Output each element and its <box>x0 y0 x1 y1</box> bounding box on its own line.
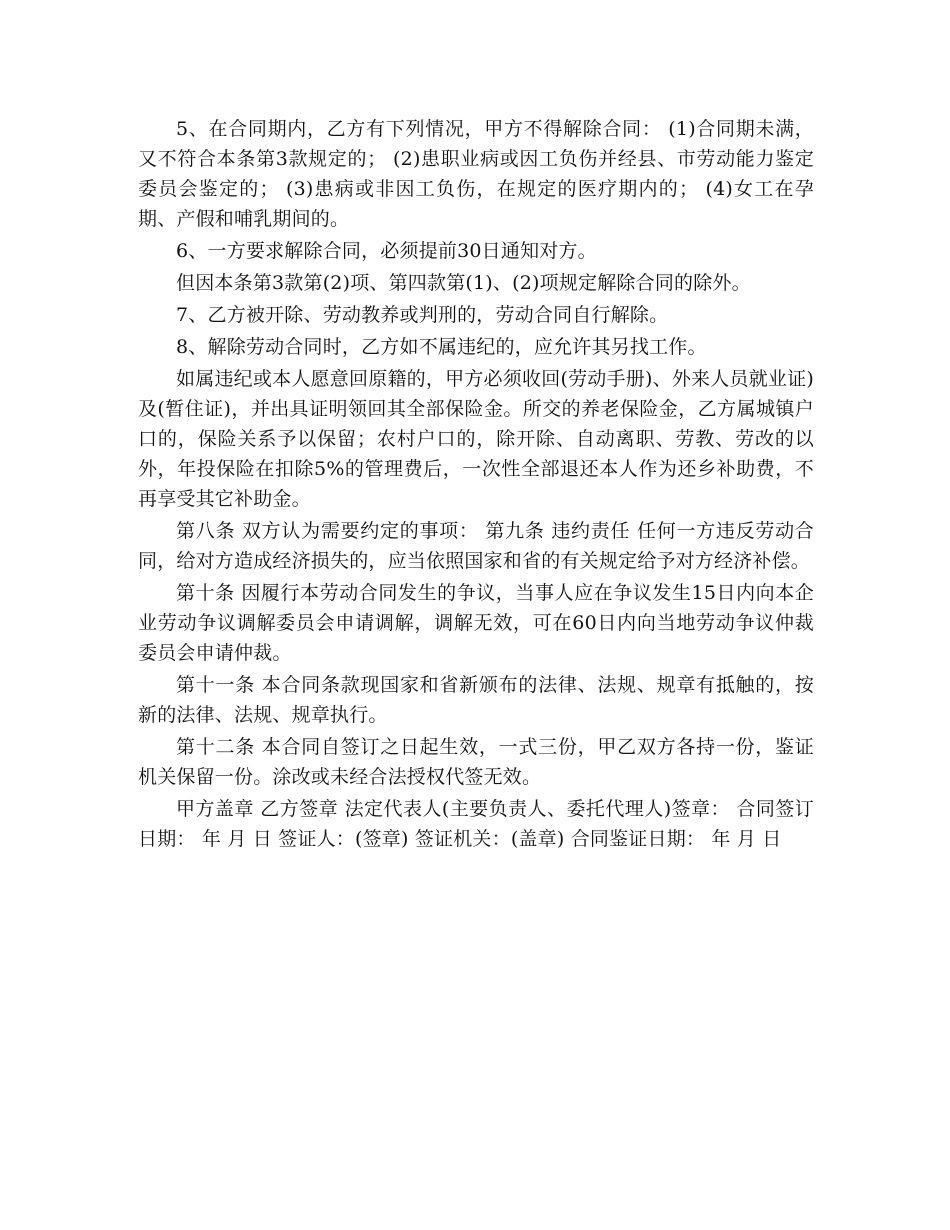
paragraph-clause-7: 7、乙方被开除、劳动教养或判刑的，劳动合同自行解除。 <box>176 304 669 326</box>
paragraph-clause-6-exception: 但因本条第3款第(2)项、第四款第(1)、(2)项规定解除合同的除外。 <box>176 272 751 294</box>
paragraph-signature-block: 甲方盖章 乙方签章 法定代表人(主要负责人、委托代理人)签章： 合同签订日期： 年 月 日 签证人：(签章) 签证机关：(盖章) 合同鉴证日期： 年 月 日 <box>138 798 814 850</box>
paragraph-clause-5: 5、在合同期内，乙方有下列情况，甲方不得解除合同： (1)合同期未满，又不符合本条第3款规定的； (2)患职业病或因工负伤并经县、市劳动能力鉴定委员会鉴定的； (3)患病或非因工负伤，在规定的医疗期内的； (4)女工在孕期、产假和哺乳期间的。 <box>138 118 814 230</box>
paragraph-article-12: 第十二条 本合同自签订之日起生效，一式三份，甲乙双方各持一份，鉴证机关保留一份。涂改或未经合法授权代签无效。 <box>138 736 814 788</box>
paragraph-clause-8-detail: 如属违纪或本人愿意回原籍的，甲方必须收回(劳动手册)、外来人员就业证)及(暂住证)，并出具证明领回其全部保险金。所交的养老保险金，乙方属城镇户口的，保险关系予以保留；农村户口的，除开除、自动离职、劳教、劳改的以外，年投保险在扣除5%的管理费后，一次性全部退还本人作为还乡补助费，不再享受其它补助金。 <box>138 368 814 510</box>
paragraph-article-8-9: 第八条 双方认为需要约定的事项： 第九条 违约责任 任何一方违反劳动合同，给对方造成经济损失的，应当依照国家和省的有关规定给予对方经济补偿。 <box>138 520 814 572</box>
paragraph-article-11: 第十一条 本合同条款现国家和省新颁布的法律、法规、规章有抵触的，按新的法律、法规、规章执行。 <box>138 674 814 726</box>
paragraph-clause-6: 6、一方要求解除合同，必须提前30日通知对方。 <box>176 240 597 262</box>
paragraph-clause-8: 8、解除劳动合同时，乙方如不属违纪的，应允许其另找工作。 <box>176 336 707 358</box>
paragraph-article-10: 第十条 因履行本劳动合同发生的争议，当事人应在争议发生15日内向本企业劳动争议调解委员会申请调解，调解无效，可在60日内向当地劳动争议仲裁委员会申请仲裁。 <box>138 582 814 664</box>
document-body <box>138 114 814 856</box>
